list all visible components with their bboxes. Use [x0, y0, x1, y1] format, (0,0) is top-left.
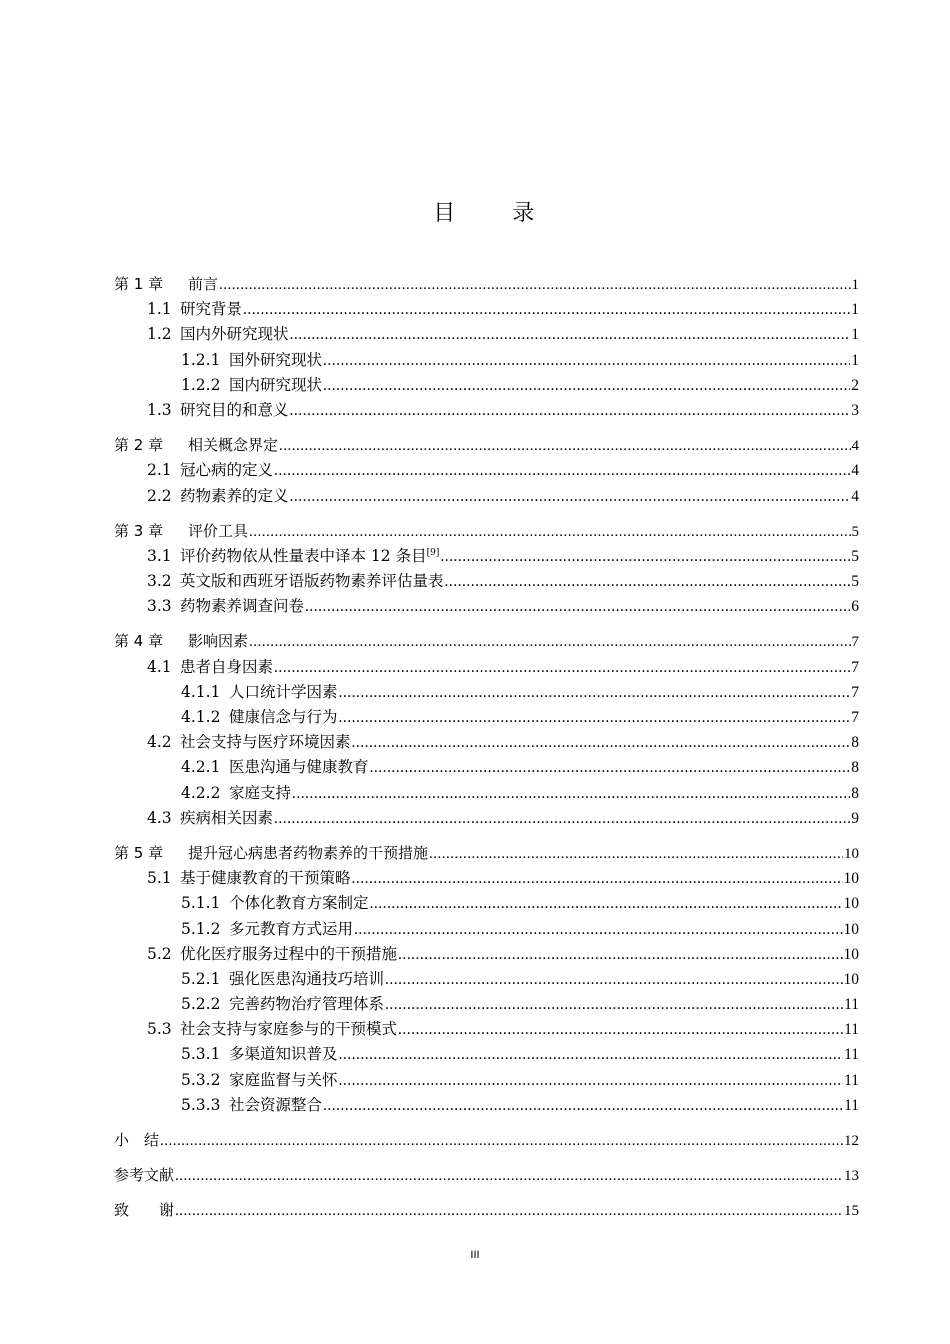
toc-chapter-entry[interactable] [114, 629, 859, 654]
dot-leader [160, 1129, 843, 1154]
toc-entry-title-text: 多元教育方式运用 [229, 919, 354, 938]
toc-entry-title [229, 917, 353, 942]
toc-subsection-entry[interactable] [114, 967, 859, 992]
dot-leader [429, 842, 843, 867]
toc-subsection-entry[interactable] [114, 781, 859, 806]
toc-page-number: 7 [851, 709, 859, 726]
toc-page-number: 10 [844, 845, 859, 862]
toc-page-number: 8 [851, 734, 859, 752]
toc-entry-title-text: 国内研究现状 [229, 375, 323, 394]
toc-page-number: 10 [843, 895, 859, 913]
toc-entry-title-text: 家庭支持 [229, 783, 292, 802]
dot-leader [370, 891, 843, 916]
toc-entry-title [180, 458, 273, 483]
toc-entry-title [188, 841, 428, 866]
dot-leader [323, 1093, 843, 1118]
toc-entry-title-text: 影响因素 [188, 632, 249, 651]
toc-chapter-entry[interactable] [114, 272, 859, 297]
dot-leader [339, 1042, 844, 1067]
toc-entry-title [114, 1128, 159, 1153]
toc-entry-title-text: 患者自身因素 [180, 657, 274, 676]
toc-page-number: 7 [851, 658, 859, 676]
toc-entry-title [229, 705, 338, 730]
toc-entry-number: 4.2 [147, 733, 172, 752]
toc-entry-title [180, 942, 397, 967]
toc-chapter-entry[interactable] [114, 1128, 859, 1153]
toc-page-number: 5 [851, 573, 859, 591]
toc-entry-number: 5.1.2 [181, 919, 221, 938]
toc-page-number: 11 [844, 1021, 859, 1039]
toc-entry-title [229, 1042, 338, 1067]
toc-entry-title [229, 992, 384, 1017]
dot-leader [339, 680, 851, 705]
toc-page-number: 6 [851, 598, 859, 616]
toc-page-number: 2 [851, 376, 859, 394]
toc-entry-title [229, 755, 369, 780]
toc-section-entry[interactable] [114, 942, 859, 967]
toc-entry-title-text: 小 结 [114, 1131, 160, 1149]
toc-entry-number: 1.1 [147, 300, 172, 319]
toc-page-number: 9 [851, 809, 859, 827]
toc-entry-title-text: 健康信念与行为 [229, 708, 338, 726]
toc-section-entry[interactable] [114, 398, 859, 423]
toc-entry-number: 5.1 [147, 869, 172, 888]
toc-entry-number: 2.2 [147, 486, 172, 505]
toc-entry-title-text: 完善药物治疗管理体系 [229, 995, 385, 1014]
dot-leader [290, 484, 851, 509]
toc-page-number: 11 [844, 996, 859, 1014]
toc-subsection-entry[interactable] [114, 1093, 859, 1118]
toc-entry-title [114, 1163, 174, 1188]
toc-entry-number: 第 3 章 [114, 521, 164, 540]
page-footer-number: III [470, 1249, 480, 1261]
toc-entry-number: 4.1.2 [181, 708, 221, 726]
dot-leader [249, 520, 850, 545]
toc-entry-number: 5.3 [147, 1020, 172, 1039]
toc-page-number: 1 [851, 277, 859, 293]
dot-leader [323, 373, 850, 398]
toc-entry-title-text: 多渠道知识普及 [229, 1045, 338, 1064]
toc-entry-title [180, 806, 273, 831]
toc-page-number: 1 [851, 351, 859, 369]
toc-subsection-entry[interactable] [114, 373, 859, 398]
toc-chapter-entry[interactable] [114, 1163, 859, 1188]
toc-section-entry[interactable] [114, 730, 859, 755]
toc-entry-title-text: 国外研究现状 [229, 350, 323, 369]
dot-leader [445, 569, 851, 594]
toc-subsection-entry[interactable] [114, 891, 859, 916]
toc-entry-title [188, 519, 248, 544]
toc-entry-number: 第 5 章 [114, 843, 164, 862]
toc-page-number: 4 [851, 487, 859, 505]
toc-section-entry[interactable] [114, 458, 859, 483]
dot-leader [292, 781, 850, 806]
dot-leader [370, 755, 851, 780]
toc-entry-title-text: 社会支持与家庭参与的干预模式 [180, 1020, 398, 1039]
toc-entry-title [180, 484, 289, 509]
toc-entry-title [188, 272, 218, 297]
toc-entry-number: 4.1.1 [181, 682, 221, 701]
toc-entry-title-text: 药物素养调查问卷 [180, 597, 305, 616]
toc-chapter-entry[interactable] [114, 841, 859, 866]
toc-entry-number: 4.3 [147, 808, 172, 827]
toc-page-number: 4 [851, 438, 859, 455]
toc-entry-number: 1.2.1 [181, 350, 221, 369]
toc-page-number: 11 [844, 1096, 859, 1114]
toc-entry-number: 5.2 [147, 944, 172, 963]
toc-subsection-entry[interactable] [114, 1042, 859, 1067]
toc-entry-number: 4.2.1 [181, 758, 221, 777]
toc-entry-title-text: 社会资源整合 [229, 1095, 323, 1114]
toc-entry-title [180, 866, 351, 891]
toc-entry-title [180, 544, 439, 569]
dot-leader [243, 297, 850, 322]
dot-leader [339, 705, 851, 730]
dot-leader [398, 1017, 843, 1042]
dot-leader [398, 942, 842, 967]
toc-section-entry[interactable] [114, 484, 859, 509]
toc-subsection-entry[interactable] [114, 917, 859, 942]
toc-entry-title [229, 1068, 338, 1093]
dot-leader [274, 655, 850, 680]
toc-entry-number: 5.2.1 [181, 969, 221, 988]
toc-page-number: 15 [844, 1203, 859, 1220]
toc-entry-title-text: 评价药物依从性量表中译本 12 条目 [180, 546, 427, 565]
toc-entry-number: 5.2.2 [181, 995, 221, 1014]
toc-entry-title [180, 297, 242, 322]
dot-leader [354, 917, 842, 942]
toc-entry-title [180, 730, 351, 755]
toc-entry-number: 1.2.2 [181, 375, 221, 394]
dot-leader [274, 806, 850, 831]
toc-entry-title-text: 基于健康教育的干预策略 [180, 869, 351, 888]
dot-leader [323, 348, 850, 373]
toc-entry-number: 第 4 章 [114, 632, 164, 651]
toc-entry-title-text: 社会支持与医疗环境因素 [180, 733, 351, 752]
citation-superscript: [9] [426, 547, 440, 558]
toc-page-number: 5 [851, 547, 859, 565]
toc-section-entry[interactable] [114, 866, 859, 891]
toc-entry-title-text: 家庭监督与关怀 [229, 1070, 338, 1089]
toc-entry-title [180, 322, 289, 347]
toc-entry-title [229, 1093, 322, 1118]
dot-leader [385, 967, 842, 992]
toc-entry-title-text: 研究目的和意义 [180, 400, 289, 419]
toc-entry-title [180, 594, 304, 619]
toc-title: 目 录 [433, 201, 552, 226]
toc-entry-title-text: 优化医疗服务过程中的干预措施 [180, 944, 398, 963]
toc-entry-title [229, 891, 369, 916]
toc-entry-title-text: 国内外研究现状 [180, 325, 289, 344]
toc-chapter-entry[interactable] [114, 519, 859, 544]
toc-entry-title-text: 个体化教育方案制定 [229, 894, 369, 913]
toc-entry-number: 第 2 章 [114, 436, 164, 455]
dot-leader [352, 730, 851, 755]
toc-page-number: 5 [851, 523, 859, 540]
dot-leader [274, 458, 850, 483]
toc-entry-title-text: 研究背景 [180, 300, 243, 319]
toc-page-number: 1 [851, 326, 859, 344]
toc-section-entry[interactable] [114, 1017, 859, 1042]
toc-entry-title [188, 629, 248, 654]
toc-page-number: 10 [843, 945, 859, 963]
toc-entry-title [180, 398, 289, 423]
toc-entry-number: 第 1 章 [114, 275, 164, 293]
toc-entry-title-text: 英文版和西班牙语版药物素养评估量表 [180, 572, 444, 591]
toc-entry-title-text: 医患沟通与健康教育 [229, 758, 369, 777]
dot-leader [175, 1199, 843, 1224]
dot-leader [249, 630, 850, 655]
toc-chapter-entry[interactable] [114, 1198, 859, 1223]
toc-entry-title [229, 373, 322, 398]
toc-subsection-entry[interactable] [114, 755, 859, 780]
toc-page-number: 4 [851, 462, 859, 480]
toc-section-entry[interactable] [114, 569, 859, 594]
toc-entry-title [114, 1198, 174, 1223]
toc-page-number: 8 [851, 759, 859, 777]
toc-entry-title [229, 680, 338, 705]
toc-entry-title-text: 参考文献 [114, 1166, 175, 1185]
table-of-contents [114, 272, 859, 1224]
toc-entry-title [180, 655, 273, 680]
toc-entry-title-text: 提升冠心病患者药物素养的干预措施 [188, 843, 429, 862]
dot-leader [290, 398, 851, 423]
toc-entry-title-text: 前言 [188, 275, 219, 293]
toc-page-number: 10 [843, 970, 859, 988]
toc-entry-title-text: 疾病相关因素 [180, 808, 274, 827]
toc-page-number: 7 [851, 634, 859, 651]
toc-entry-number: 4.1 [147, 657, 172, 676]
toc-page-number: 11 [844, 1046, 859, 1064]
toc-page-number: 3 [851, 401, 859, 419]
toc-entry-title-text: 冠心病的定义 [180, 461, 274, 480]
toc-entry-number: 1.2 [147, 325, 172, 344]
toc-entry-number: 2.1 [147, 461, 172, 480]
toc-entry-number: 1.3 [147, 400, 172, 419]
toc-section-entry[interactable] [114, 655, 859, 680]
toc-entry-title-text: 强化医患沟通技巧培训 [229, 969, 385, 988]
toc-entry-title-text: 人口统计学因素 [229, 682, 338, 701]
toc-entry-title [180, 1017, 397, 1042]
toc-entry-number: 3.2 [147, 572, 172, 591]
toc-page-number: 10 [843, 870, 859, 888]
toc-entry-title [188, 433, 278, 458]
toc-page-number: 7 [851, 683, 859, 701]
toc-entry-number: 5.3.1 [181, 1045, 221, 1064]
toc-page-number: 12 [844, 1133, 859, 1149]
dot-leader [219, 273, 850, 298]
dot-leader [175, 1164, 843, 1189]
toc-subsection-entry[interactable] [114, 705, 859, 730]
toc-section-entry[interactable] [114, 594, 859, 619]
toc-entry-title [180, 569, 444, 594]
toc-entry-number: 5.1.1 [181, 894, 221, 913]
dot-leader [440, 544, 850, 569]
toc-subsection-entry[interactable] [114, 680, 859, 705]
dot-leader [290, 322, 851, 347]
toc-subsection-entry[interactable] [114, 348, 859, 373]
toc-section-entry[interactable] [114, 806, 859, 831]
dot-leader [352, 866, 843, 891]
toc-entry-title-text: 评价工具 [188, 521, 249, 540]
toc-page-number: 10 [843, 920, 859, 938]
toc-page-number: 11 [844, 1071, 859, 1089]
toc-entry-number: 3.3 [147, 597, 172, 616]
toc-chapter-entry[interactable] [114, 433, 859, 458]
toc-entry-title-text: 药物素养的定义 [180, 486, 289, 505]
dot-leader [385, 992, 843, 1017]
toc-entry-number: 4.2.2 [181, 783, 221, 802]
toc-subsection-entry[interactable] [114, 992, 859, 1017]
dot-leader [339, 1068, 844, 1093]
toc-page-number: 13 [844, 1168, 859, 1185]
toc-section-entry[interactable] [114, 322, 859, 347]
toc-entry-title [229, 348, 322, 373]
toc-page-number: 1 [851, 301, 859, 319]
toc-section-entry[interactable] [114, 544, 859, 569]
dot-leader [279, 434, 850, 459]
dot-leader [305, 594, 850, 619]
toc-page-number: 8 [851, 784, 859, 802]
toc-section-entry[interactable] [114, 297, 859, 322]
toc-entry-title-text: 相关概念界定 [188, 436, 279, 455]
toc-entry-number: 3.1 [147, 546, 172, 565]
toc-entry-title [229, 781, 291, 806]
toc-entry-title [229, 967, 384, 992]
toc-entry-title-text: 致 谢 [114, 1201, 175, 1220]
toc-entry-number: 5.3.2 [181, 1070, 221, 1089]
toc-subsection-entry[interactable] [114, 1068, 859, 1093]
toc-entry-number: 5.3.3 [181, 1095, 221, 1114]
